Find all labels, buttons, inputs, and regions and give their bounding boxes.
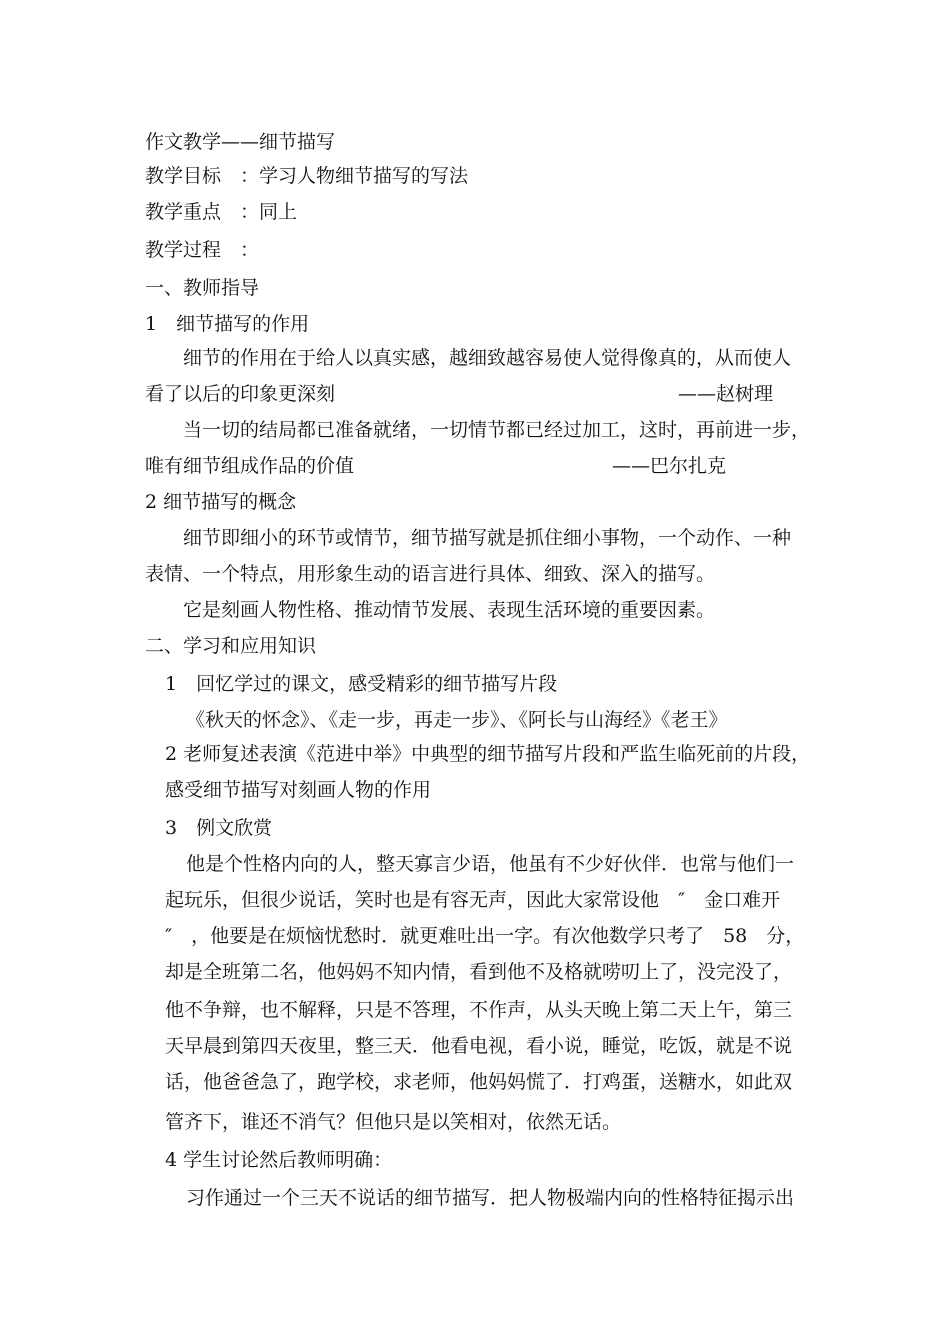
concept-line1: 细节即细小的环节或情节，细节描写就是抓住细小事物，一个动作、一种 <box>183 527 792 549</box>
section2-item1: 1 回忆学过的课文，感受精彩的细节描写片段 <box>165 673 558 695</box>
concept-line2: 表情、一个特点，用形象生动的语言进行具体、细致、深入的描写。 <box>145 563 716 585</box>
section1-heading: 一、教师指导 <box>145 277 260 299</box>
quote1-line2: 看了以后的印象更深刻 <box>145 383 336 405</box>
conclusion-line1: 习作通过一个三天不说话的细节描写．把人物极端内向的性格特征揭示出 <box>186 1187 795 1209</box>
quote2-line1: 当一切的结局都已准备就绪，一切情节都已经过加工，这时，再前进一步， <box>183 419 811 441</box>
example-line-6: 天早晨到第四天夜里，整三天．他看电视，看小说，睡觉，吃饭，就是不说 <box>165 1035 793 1057</box>
section1-item2-heading: 2 细节描写的概念 <box>145 491 297 513</box>
section2-texts: 《秋天的怀念》、《走一步，再走一步》、《阿长与山海经》《老王》 <box>186 709 728 731</box>
quote1-line1: 细节的作用在于给人以真实感，越细致越容易使人觉得像真的，从而使人 <box>183 347 792 369</box>
teaching-process: 教学过程 ： <box>145 239 260 261</box>
quote1-author: ——赵树理 <box>678 383 774 405</box>
section2-heading: 二、学习和应用知识 <box>145 635 317 657</box>
quote2-line2: 唯有细节组成作品的价值 <box>145 455 355 477</box>
section2-item2-line1: 2 老师复述表演《范进中举》中典型的细节描写片段和严监生临死前的片段， <box>165 743 811 765</box>
example-line-3: ″ ，他要是在烦恼忧愁时．就更难吐出一字。有次他数学只考了 58 分， <box>165 925 805 947</box>
example-line-4: 却是全班第二名，他妈妈不知内情，看到他不及格就唠叨上了，没完没了， <box>165 961 793 983</box>
example-line-8: 管齐下，谁还不消气？但他只是以笑相对，依然无话。 <box>165 1111 622 1133</box>
concept-line3: 它是刻画人物性格、推动情节发展、表现生活环境的重要因素。 <box>183 599 716 621</box>
example-line-5: 他不争辩，也不解释，只是不答理，不作声，从头天晚上第二天上午，第三 <box>165 999 793 1021</box>
section2-item4: 4 学生讨论然后教师明确： <box>165 1149 393 1171</box>
teaching-focus: 教学重点 ：同上 <box>145 201 298 223</box>
quote2-author: ——巴尔扎克 <box>612 455 727 477</box>
example-line-1: 他是个性格内向的人，整天寡言少语，他虽有不少好伙伴．也常与他们一 <box>186 853 795 875</box>
section2-item2-line2: 感受细节描写对刻画人物的作用 <box>165 779 432 801</box>
doc-title: 作文教学——细节描写 <box>145 131 336 153</box>
section2-item3: 3 例文欣赏 <box>165 817 273 839</box>
section1-item1-heading: 1 细节描写的作用 <box>145 313 310 335</box>
teaching-goal: 教学目标 ：学习人物细节描写的写法 <box>145 165 469 187</box>
example-line-7: 话，他爸爸急了，跑学校，求老师，他妈妈慌了．打鸡蛋，送糖水，如此双 <box>165 1071 793 1093</box>
example-line-2: 起玩乐，但很少说话，笑时也是有容无声，因此大家常设他 ″ 金口难开 <box>165 889 781 911</box>
